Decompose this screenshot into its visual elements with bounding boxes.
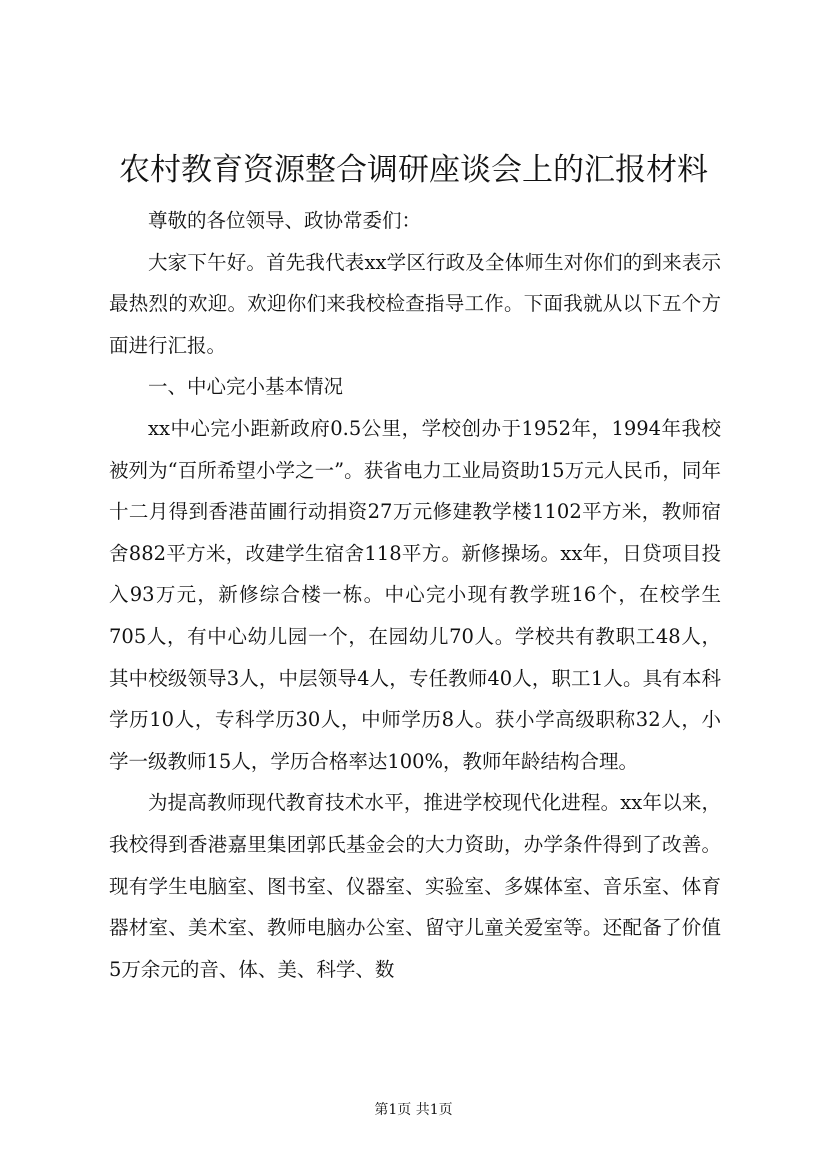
section-heading: 一、中心完小基本情况: [148, 375, 344, 399]
school-overview-paragraph: xx中心完小距新政府0.5公里，学校创办于1952年，1994年我校被列为“百所希望小学之一”。获省电力工业局资助15万元人民币，同年十二月得到香港苗圃行动捐资27万元修建教学楼1102平方米，教师宿舍882平方米，改建学生宿舍118平方。新修操场。xx年，日贷项目投入93万元，新修综合楼一栋。中心完小现有教学班16个，在校学生705人，有中心幼儿园一个，在园幼儿70人。学校共有教职工48人，其中校级领导3人，中层领导4人，专任教师40人，职工1人。具有本科学历10人，专科学历30人，中师学历8人。获小学高级职称32人，小学一级教师15人，学历合格率达100%，教师年龄结构合理。: [109, 416, 721, 773]
salutation-paragraph: 尊敬的各位领导、政协常委们：: [148, 209, 422, 232]
document-title: 农村教育资源整合调研座谈会上的汇报材料: [119, 152, 708, 188]
page-number-footer: 第1页 共1页: [374, 1102, 453, 1118]
facilities-paragraph: 为提高教师现代教育技术水平，推进学校现代化进程。xx年以来，我校得到香港嘉里集团郭氏基金会的大力资助，办学条件得到了改善。现有学生电脑室、图书室、仪器室、实验室、多媒体室、音乐室、体育器材室、美术室、教师电脑办公室、留守儿童关爱室等。还配备了价值5万余元的音、体、美、科学、数: [109, 791, 721, 981]
greeting-paragraph: 大家下午好。首先我代表xx学区行政及全体师生对你们的到来表示最热烈的欢迎。欢迎你们来我校检查指导工作。下面我就从以下五个方面进行汇报。: [109, 250, 721, 357]
document-body: [109, 200, 721, 990]
